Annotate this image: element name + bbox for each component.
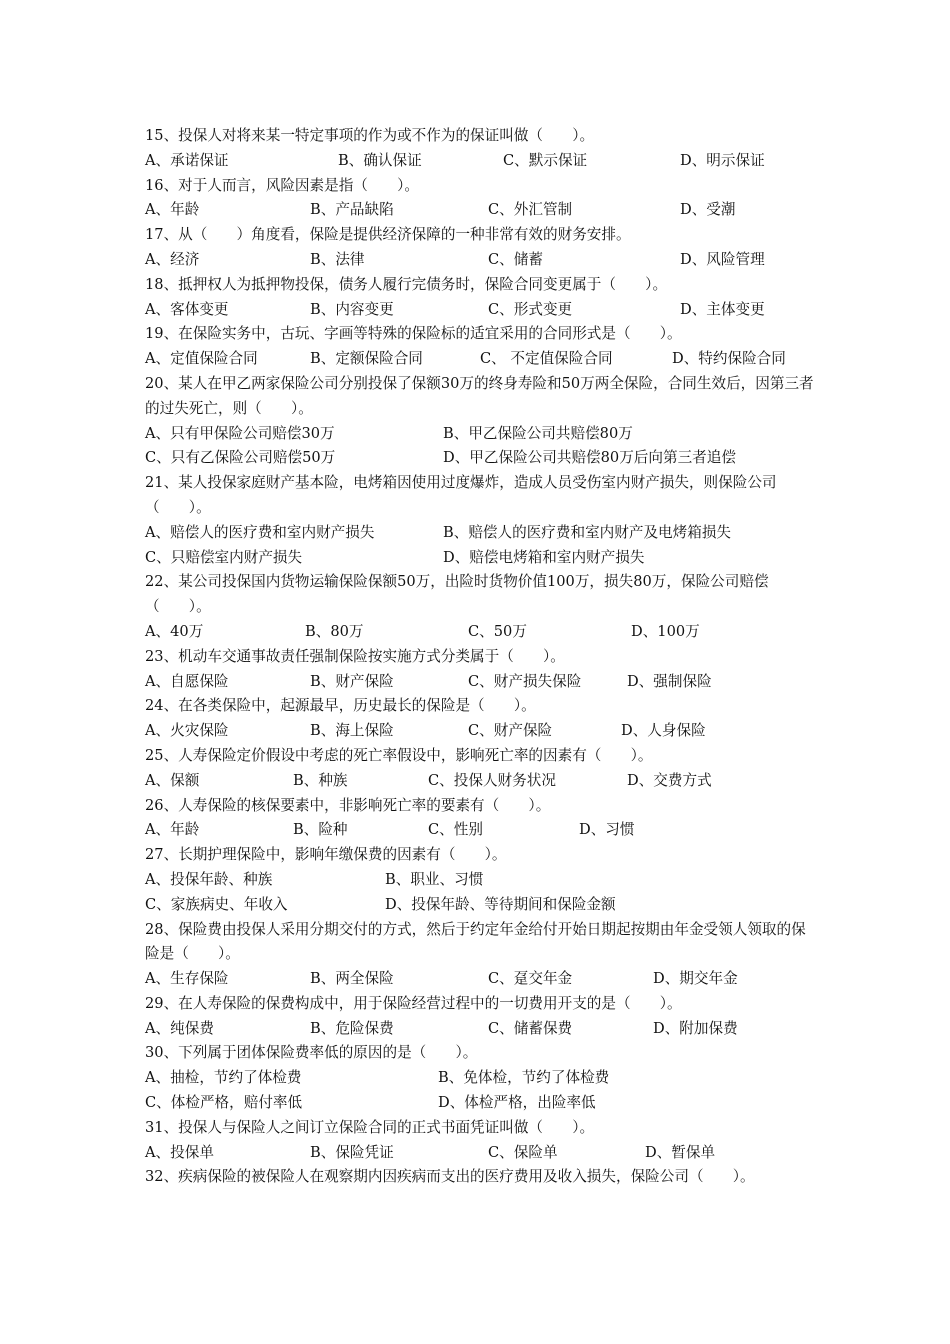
option-b: B、甲乙保险公司共赔偿80万: [443, 424, 633, 442]
option-b: B、赔偿人的医疗费和室内财产及电烤箱损失: [443, 523, 732, 541]
option-a: A、纯保费: [145, 1019, 214, 1037]
option-b: B、两全保险: [310, 970, 394, 988]
question-31: 31、投保人与保险人之间订立保险合同的正式书面凭证叫做（ ）。: [145, 1118, 595, 1136]
option-d: D、暂保单: [645, 1143, 716, 1161]
options-22: [145, 620, 815, 645]
question-24: 24、在各类保险中，起源最早，历史最长的保险是（ ）。: [145, 697, 536, 715]
option-a: A、投保年龄、种族: [145, 870, 273, 888]
question-32: 32、疾病保险的被保险人在观察期内因疾病而支出的医疗费用及收入损失，保险公司（ ）。: [145, 1168, 755, 1186]
options-21b: [145, 546, 815, 571]
options-20a: [145, 422, 815, 447]
option-c: C、财产损失保险: [468, 672, 582, 690]
option-c: C、储蓄保费: [488, 1019, 573, 1037]
option-b: B、险种: [293, 821, 348, 839]
option-c: C、投保人财务状况: [428, 771, 556, 789]
question-21: 21、某人投保家庭财产基本险，电烤箱因使用过度爆炸，造成人员受伤室内财产损失，则保险公司（ ）。: [145, 474, 777, 516]
option-a: A、年龄: [145, 201, 200, 219]
option-a: A、火灾保险: [145, 722, 229, 740]
option-c: C、体检严格，赔付率低: [145, 1094, 303, 1112]
options-21a: [145, 521, 815, 546]
options-15: [145, 149, 815, 174]
option-d: D、习惯: [579, 821, 635, 839]
question-26: 26、人寿保险的核保要素中，非影响死亡率的要素有（ ）。: [145, 796, 551, 814]
option-c: C、 不定值保险合同: [480, 350, 613, 368]
question-29: 29、在人寿保险的保费构成中，用于保险经营过程中的一切费用开支的是（ ）。: [145, 994, 682, 1012]
option-b: B、危险保费: [310, 1019, 394, 1037]
option-d: D、明示保证: [680, 151, 765, 169]
options-23: [145, 670, 815, 695]
option-b: B、种族: [293, 771, 348, 789]
question-18: 18、抵押权人为抵押物投保，债务人履行完债务时，保险合同变更属于（ ）。: [145, 275, 668, 293]
option-a: A、年龄: [145, 821, 200, 839]
option-c: C、50万: [468, 622, 527, 640]
question-30: 30、下列属于团体保险费率低的原因的是（ ）。: [145, 1044, 478, 1062]
option-d: D、甲乙保险公司共赔偿80万后向第三者追偿: [443, 449, 736, 467]
question-19: 19、在保险实务中，古玩、字画等特殊的保险标的适宜采用的合同形式是（ ）。: [145, 325, 682, 343]
question-15: 15、投保人对将来某一特定事项的作为或不作为的保证叫做（ ）。: [145, 127, 595, 144]
question-20: 20、某人在甲乙两家保险公司分别投保了保额30万的终身寿险和50万两全保险，合同生效后，因第三者的过失死亡，则（ ）。: [145, 374, 814, 417]
option-d: D、附加保费: [653, 1019, 738, 1037]
question-25: 25、人寿保险定价假设中考虑的死亡率假设中，影响死亡率的因素有（ ）。: [145, 746, 653, 764]
option-d: D、赔偿电烤箱和室内财产损失: [443, 548, 645, 566]
option-c: C、趸交年金: [488, 970, 573, 988]
option-a: A、生存保险: [145, 970, 229, 988]
option-b: B、法律: [310, 250, 365, 268]
options-30a: [145, 1066, 815, 1091]
option-c: C、储蓄: [488, 250, 543, 268]
question-16: 16、对于人而言，风险因素是指（ ）。: [145, 176, 419, 194]
option-c: C、形式变更: [488, 300, 573, 318]
document-page: [145, 124, 815, 1190]
options-20b: [145, 446, 815, 471]
options-29: [145, 1017, 815, 1042]
option-a: A、客体变更: [145, 300, 229, 318]
option-a: A、投保单: [145, 1143, 214, 1161]
option-d: D、期交年金: [653, 970, 738, 988]
option-c: C、保险单: [488, 1143, 558, 1161]
option-d: D、交费方式: [627, 771, 712, 789]
option-a: A、只有甲保险公司赔偿30万: [145, 424, 335, 442]
option-a: A、抽检，节约了体检费: [145, 1069, 302, 1087]
option-d: D、特约保险合同: [672, 350, 786, 368]
options-19: [145, 347, 815, 372]
option-b: B、产品缺陷: [310, 201, 394, 219]
option-b: B、职业、习惯: [385, 870, 484, 888]
options-24: [145, 719, 815, 744]
options-17: [145, 248, 815, 273]
option-a: A、经济: [145, 250, 200, 268]
option-b: B、保险凭证: [310, 1143, 394, 1161]
options-31: [145, 1141, 815, 1166]
options-25: [145, 769, 815, 794]
option-d: D、风险管理: [680, 250, 765, 268]
question-27: 27、长期护理保险中，影响年缴保费的因素有（ ）。: [145, 846, 507, 864]
option-b: B、海上保险: [310, 722, 394, 740]
options-27b: [145, 893, 815, 918]
option-d: D、受潮: [680, 201, 736, 219]
option-a: A、保额: [145, 771, 200, 789]
question-17: 17、从（ ）角度看，保险是提供经济保障的一种非常有效的财务安排。: [145, 226, 631, 244]
option-d: D、体检严格，出险率低: [438, 1094, 596, 1112]
options-28: [145, 967, 815, 992]
option-c: C、家族病史、年收入: [145, 895, 288, 913]
options-27a: [145, 868, 815, 893]
option-d: D、强制保险: [627, 672, 712, 690]
option-c: C、只有乙保险公司赔偿50万: [145, 449, 336, 467]
option-a: A、自愿保险: [145, 672, 229, 690]
option-d: D、主体变更: [680, 300, 765, 318]
option-b: B、定额保险合同: [310, 350, 423, 368]
option-c: C、默示保证: [503, 151, 588, 169]
option-b: B、确认保证: [338, 151, 422, 169]
option-c: C、性别: [428, 821, 483, 839]
options-30b: [145, 1091, 815, 1116]
options-16: [145, 198, 815, 223]
option-c: C、外汇管制: [488, 201, 573, 219]
option-a: A、定值保险合同: [145, 350, 258, 368]
option-b: B、80万: [305, 622, 364, 640]
option-a: A、承诺保证: [145, 151, 229, 169]
option-b: B、内容变更: [310, 300, 394, 318]
option-b: B、财产保险: [310, 672, 394, 690]
question-23: 23、机动车交通事故责任强制保险按实施方式分类属于（ ）。: [145, 647, 565, 665]
option-c: C、财产保险: [468, 722, 553, 740]
question-22: 22、某公司投保国内货物运输保险保额50万，出险时货物价值100万，损失80万，保险公司赔偿（ ）。: [145, 573, 769, 616]
options-26: [145, 818, 815, 843]
option-d: D、投保年龄、等待期间和保险金额: [385, 895, 616, 913]
question-28: 28、保险费由投保人采用分期交付的方式，然后于约定年金给付开始日期起按期由年金受领人领取的保险是（ ）。: [145, 920, 806, 963]
option-d: D、100万: [631, 622, 700, 640]
option-a: A、赔偿人的医疗费和室内财产损失: [145, 523, 375, 541]
option-b: B、免体检，节约了体检费: [438, 1069, 610, 1087]
option-c: C、只赔偿室内财产损失: [145, 548, 303, 566]
option-d: D、人身保险: [621, 722, 706, 740]
options-18: [145, 298, 815, 323]
option-a: A、40万: [145, 622, 204, 640]
